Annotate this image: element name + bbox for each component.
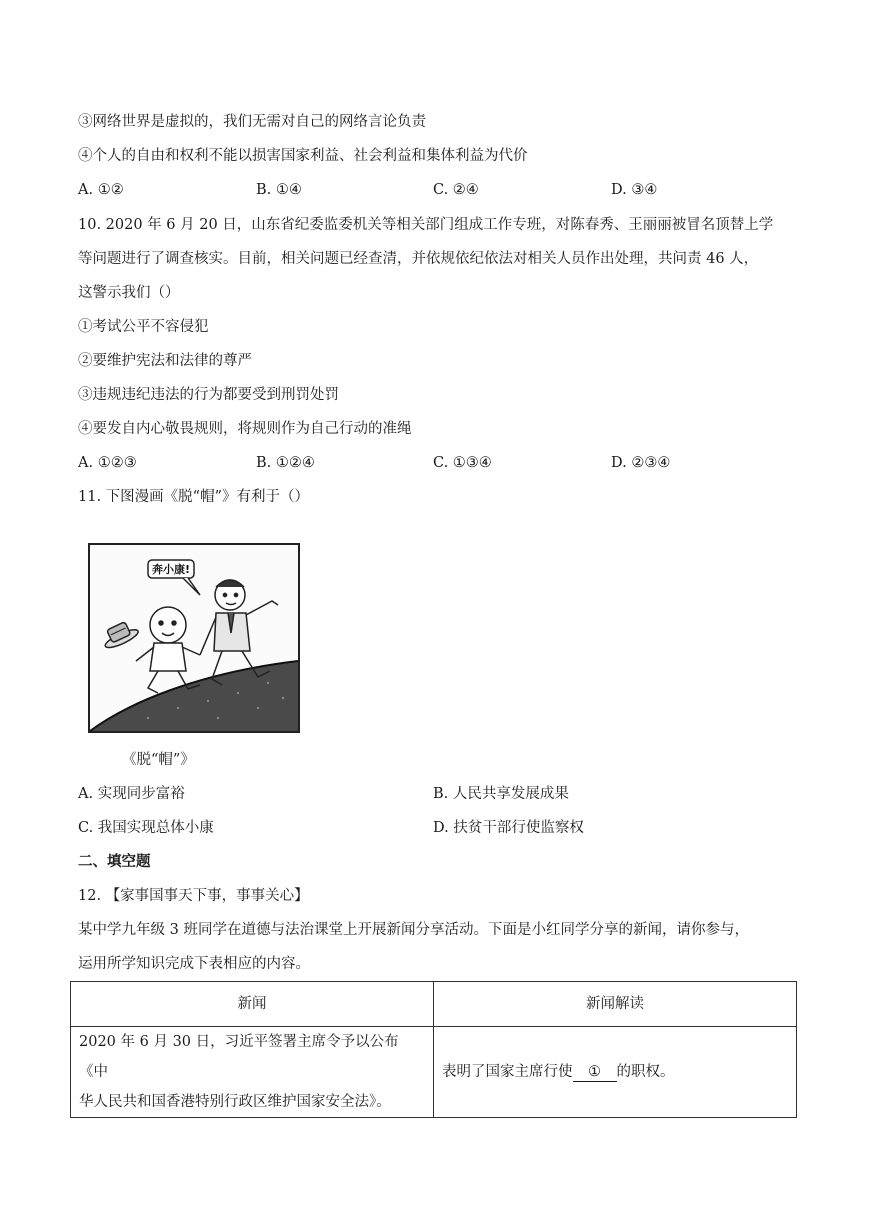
q10-stem-line-3: 这警示我们（） xyxy=(78,285,180,301)
news-table xyxy=(70,981,797,1118)
q9-option-d: D. ③④ xyxy=(611,182,658,198)
table-header-row xyxy=(71,982,797,1027)
q10-stem-line-2: 等问题进行了调查核实。目前，相关问题已经查清，并依规依纪依法对相关人员作出处理，共问责 46 人， xyxy=(78,251,759,267)
interpretation-text-after: 的职权。 xyxy=(616,1064,675,1080)
q10-option-c: C. ①③④ xyxy=(433,455,492,471)
q9-item-4: ④个人的自由和权利不能以损害国家利益、社会利益和集体利益为代价 xyxy=(78,148,528,164)
table-row xyxy=(71,1027,797,1118)
q12-title: 12. 【家事国事天下事，事事关心】 xyxy=(78,888,309,904)
q11-option-a: A. 实现同步富裕 xyxy=(78,786,185,802)
news-cell-line-1: 2020 年 6 月 30 日，习近平签署主席令予以公布《中 xyxy=(79,1034,399,1080)
q10-option-d: D. ②③④ xyxy=(611,455,671,471)
q12-stem-line-1: 某中学九年级 3 班同学在道德与法治课堂上开展新闻分享活动。下面是小红同学分享的新闻，请你参与， xyxy=(78,922,749,938)
q9-item-3: ③网络世界是虚拟的，我们无需对自己的网络言论负责 xyxy=(78,114,426,130)
header-interpretation: 新闻解读 xyxy=(434,982,797,1027)
q12-stem-line-2: 运用所学知识完成下表相应的内容。 xyxy=(78,956,310,972)
news-cell-line-2: 华人民共和国香港特别行政区维护国家安全法》。 xyxy=(79,1094,391,1110)
q10-stem-line-1: 10. 2020 年 6 月 20 日，山东省纪委监委机关等相关部门组成工作专班，对陈春秀、王丽丽被冒名顶替上学 xyxy=(78,217,774,233)
q9-option-c: C. ②④ xyxy=(433,182,479,198)
header-news: 新闻 xyxy=(71,982,434,1027)
cartoon-caption: 《脱“帽”》 xyxy=(122,752,195,768)
q10-option-b: B. ①②④ xyxy=(256,455,315,471)
news-cell xyxy=(71,1027,434,1118)
q10-item-4: ④要发自内心敬畏规则，将规则作为自己行动的准绳 xyxy=(78,421,412,437)
answer-blank-1[interactable]: ① xyxy=(573,1063,617,1082)
q10-option-a: A. ①②③ xyxy=(78,455,137,471)
q11-stem: 11. 下图漫画《脱“帽”》有利于（） xyxy=(78,489,309,505)
q9-option-a: A. ①② xyxy=(78,182,124,198)
q11-option-c: C. 我国实现总体小康 xyxy=(78,820,214,836)
q10-item-2: ②要维护宪法和法律的尊严 xyxy=(78,353,252,369)
cartoon-bubble-text: 奔小康! xyxy=(151,563,191,576)
section-heading: 二、填空题 xyxy=(78,854,151,870)
q10-item-1: ①考试公平不容侵犯 xyxy=(78,319,209,335)
q10-item-3: ③违规违纪违法的行为都要受到刑罚处罚 xyxy=(78,387,339,403)
q9-option-b: B. ①④ xyxy=(256,182,302,198)
q11-option-b: B. 人民共享发展成果 xyxy=(433,786,569,802)
interpretation-text-before: 表明了国家主席行使 xyxy=(442,1064,573,1080)
q11-option-d: D. 扶贫干部行使监察权 xyxy=(433,820,584,836)
interpretation-cell xyxy=(434,1027,797,1118)
cartoon-image xyxy=(88,543,300,733)
